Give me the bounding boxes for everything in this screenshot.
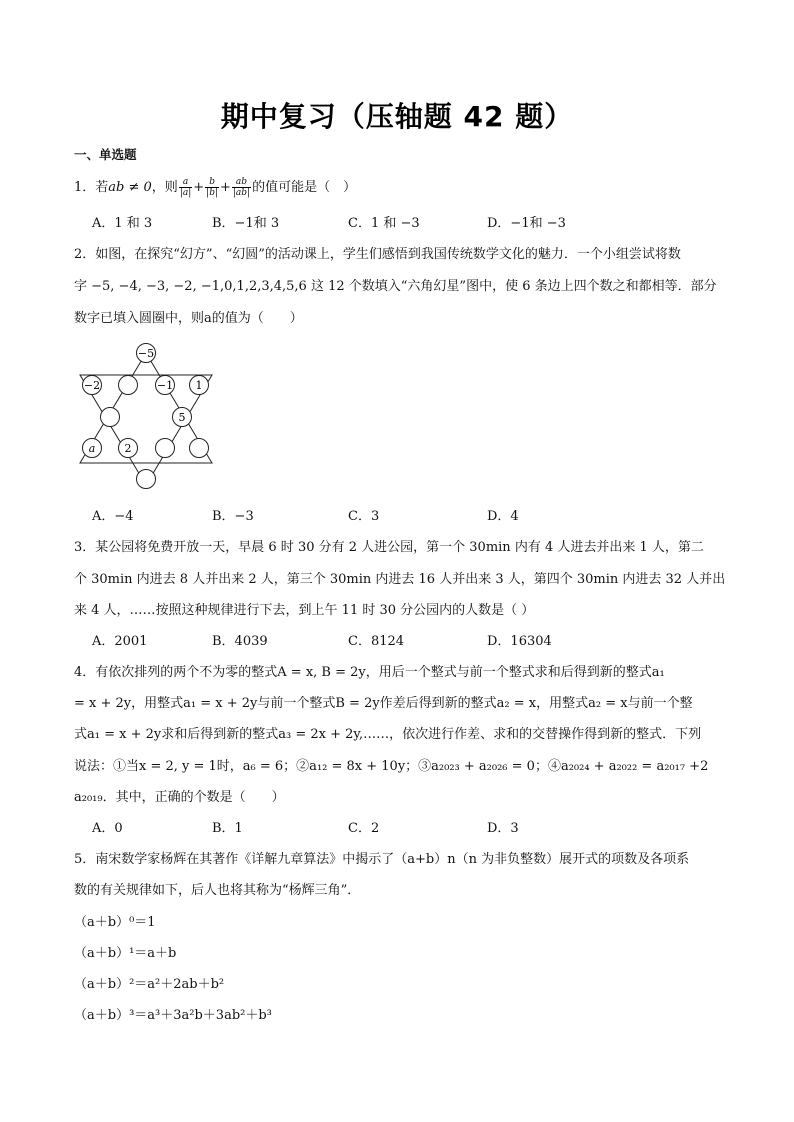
plus-sign: + xyxy=(219,180,231,195)
question-4-line: = x + 2y，用整式a₁ = x + 2y与前一个整式B = 2y作差后得到新的整式a₂ = x，用整式a₂ = x与前一个整 xyxy=(74,696,693,711)
plus-sign: + xyxy=(193,180,205,195)
node-label: a xyxy=(88,442,96,455)
node-label: 5 xyxy=(178,411,186,424)
fraction-ab: $\frac{ab}{|ab|}$ xyxy=(232,177,251,198)
question-4-line: a₂₀₁₉．其中，正确的个数是（ ） xyxy=(74,790,285,805)
question-2-line: 2．如图，在探究“幻方”、“幻圆”的活动课上，学生们感悟到我国传统数学文化的魅力．一个小组尝试将数 xyxy=(74,247,681,262)
expansion-line: （a＋b）⁰＝1 xyxy=(74,915,156,930)
expansion-line: （a＋b）¹＝a＋b xyxy=(74,946,177,961)
option-d: D．3 xyxy=(487,821,519,836)
q1-condition: ab ≠ 0 xyxy=(108,180,152,195)
question-2-line: 数字已填入圆圈中，则a的值为（ ） xyxy=(74,311,303,326)
question-4-line: 式a₁ = x + 2y求和后得到新的整式a₃ = 2x + 2y,……，依次进行作差、求和的交替操作得到新的整式．下列 xyxy=(74,727,702,742)
question-2-line: 字 −5, −4, −3, −2, −1,0,1,2,3,4,5,6 这 12 个数填入“六角幻星”图中，使 6 条边上四个数之和都相等．部分 xyxy=(74,279,717,294)
question-4-line: 4．有依次排列的两个不为零的整式A = x, B = 2y，用后一个整式与前一个整式求和后得到新的整式a₁ xyxy=(74,665,665,680)
q1-prefix: 1．若 xyxy=(74,180,109,195)
option-d: D．16304 xyxy=(487,634,552,649)
question-3-line: 个 30min 内进去 8 人并出来 2 人，第三个 30min 内进去 16 人并出来 3 人，第四个 30min 内进去 32 人并出 xyxy=(74,572,726,587)
node-label: −5 xyxy=(137,347,155,360)
option-d: D．−1和 −3 xyxy=(487,216,566,231)
node-label: −2 xyxy=(83,379,101,392)
node-circle xyxy=(156,439,175,458)
question-4-line: 说法：①当x = 2, y = 1时，a₆ = 6；②a₁₂ = 8x + 10y；③a₂₀₂₃ + a₂₀₂₆ = 0；④a₂₀₂₄ + a₂₀₂₂ = a₂₀₁₇ +2 xyxy=(74,759,709,774)
option-b: B．4039 xyxy=(212,634,268,649)
option-d: D．4 xyxy=(487,509,519,524)
question-5-line: 5．南宋数学家杨辉在其著作《详解九章算法》中揭示了（a+b）n（n 为非负整数）展开式的项数及各项系 xyxy=(74,852,690,867)
question-1-stem xyxy=(74,177,356,198)
option-c: C．8124 xyxy=(348,634,405,649)
option-b: B．−3 xyxy=(212,509,254,524)
option-a: A．−4 xyxy=(92,509,134,524)
option-c: C．3 xyxy=(348,509,380,524)
node-circle xyxy=(101,408,120,427)
page-title: 期中复习（压轴题 42 题） xyxy=(220,100,574,133)
expansion-line: （a＋b）²＝a²＋2ab＋b² xyxy=(74,977,225,992)
node-circle xyxy=(119,376,138,395)
expansion-line: （a＋b）³＝a³＋3a²b＋3ab²＋b³ xyxy=(74,1008,272,1023)
question-3-line: 3．某公园将免费开放一天，早晨 6 时 30 分有 2 人进公园，第一个 30min 内有 4 人进去并出来 1 人，第二 xyxy=(74,540,704,555)
option-b: B．−1和 3 xyxy=(212,216,280,231)
question-3-line: 来 4 人，……按照这种规律进行下去，到上午 11 时 30 分公园内的人数是（ ） xyxy=(74,603,535,618)
section-heading: 一、单选题 xyxy=(74,147,137,162)
node-label: 2 xyxy=(124,442,132,455)
option-c: C．2 xyxy=(348,821,380,836)
fraction-b: $\frac{b}{|b|}$ xyxy=(206,177,218,198)
node-circle xyxy=(190,439,209,458)
question-5-line: 数的有关规律如下，后人也将其称为“杨辉三角”． xyxy=(74,883,361,898)
q1-suffix: 的值可能是（ ） xyxy=(252,180,357,195)
q1-mid: ，则 xyxy=(151,180,178,195)
option-a: A．1 和 3 xyxy=(92,216,153,231)
option-a: A．0 xyxy=(92,821,123,836)
node-label: −1 xyxy=(156,379,174,392)
six-pointed-star-figure xyxy=(78,342,218,494)
option-a: A．2001 xyxy=(92,634,148,649)
option-c: C．1 和 −3 xyxy=(348,216,420,231)
fraction-a: $\frac{a}{|a|}$ xyxy=(179,177,192,198)
node-circle xyxy=(137,470,156,489)
option-b: B．1 xyxy=(212,821,243,836)
node-label: 1 xyxy=(195,379,203,392)
